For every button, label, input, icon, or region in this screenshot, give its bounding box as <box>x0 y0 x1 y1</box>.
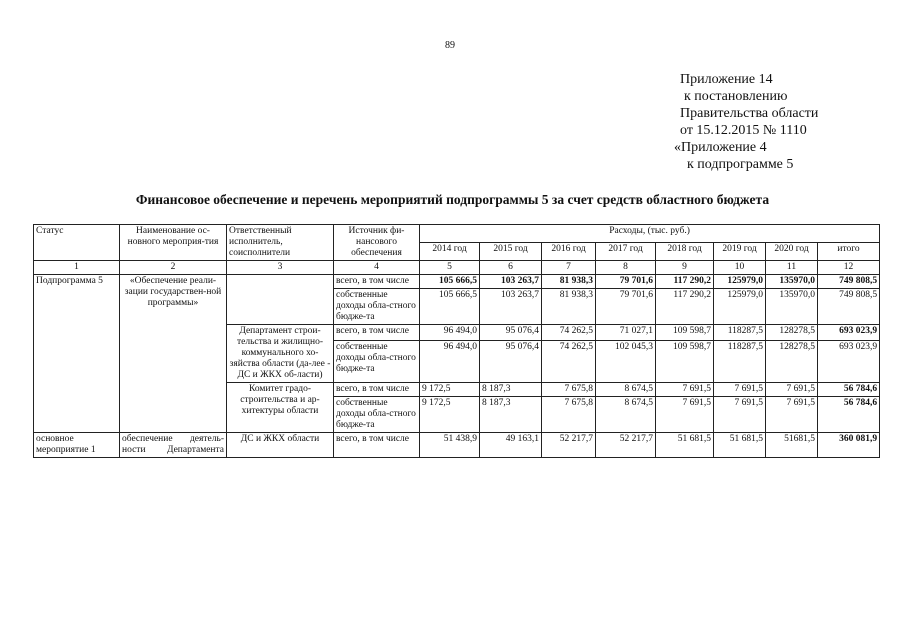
row-total: 693 023,9 <box>818 341 880 383</box>
row-value: 51 681,5 <box>656 433 714 458</box>
row-value: 135970,0 <box>766 275 818 289</box>
row-value: 79 701,6 <box>596 275 656 289</box>
row-value: 49 163,1 <box>480 433 542 458</box>
appendix-line: от 15.12.2015 № 1110 <box>680 123 807 138</box>
appendix-line: Приложение 14 <box>680 72 773 87</box>
row-value: 79 701,6 <box>596 289 656 325</box>
row-value: 7 691,5 <box>714 397 766 433</box>
row-value: 7 691,5 <box>714 383 766 397</box>
row-value: 118287,5 <box>714 325 766 341</box>
header-year: 2014 год <box>420 243 480 261</box>
row-name <box>120 433 227 458</box>
row-name-word: обеспечение <box>122 434 173 444</box>
row-total: 56 784,6 <box>818 383 880 397</box>
row-value: 8 674,5 <box>596 397 656 433</box>
header-year: 2019 год <box>714 243 766 261</box>
row-value: 52 217,7 <box>596 433 656 458</box>
header-expenses: Расходы, (тыс. руб.) <box>420 225 880 243</box>
row-source: всего, в том числе <box>334 433 420 458</box>
row-responsible: ДС и ЖКХ области <box>227 433 334 458</box>
row-value: 52 217,7 <box>542 433 596 458</box>
row-value: 7 691,5 <box>656 397 714 433</box>
row-source: всего, в том числе <box>334 383 420 397</box>
column-number: 9 <box>656 261 714 275</box>
header-total: итого <box>818 243 880 261</box>
row-value: 95 076,4 <box>480 325 542 341</box>
table-row <box>34 433 880 458</box>
column-number: 11 <box>766 261 818 275</box>
row-value: 7 675,8 <box>542 397 596 433</box>
row-value: 125979,0 <box>714 289 766 325</box>
row-value: 51 681,5 <box>714 433 766 458</box>
column-number: 10 <box>714 261 766 275</box>
column-numbers-row <box>34 261 880 275</box>
column-number: 7 <box>542 261 596 275</box>
row-value: 7 675,8 <box>542 383 596 397</box>
row-value: 96 494,0 <box>420 325 480 341</box>
document-title: Финансовое обеспечение и перечень мероприятий подпрограммы 5 за счет средств областного бюджета <box>135 192 770 207</box>
header-year: 2017 год <box>596 243 656 261</box>
row-value: 81 938,3 <box>542 275 596 289</box>
row-status: Подпрограмма 5 <box>34 275 120 433</box>
column-number: 6 <box>480 261 542 275</box>
row-value: 109 598,7 <box>656 341 714 383</box>
row-value: 7 691,5 <box>766 397 818 433</box>
row-value: 109 598,7 <box>656 325 714 341</box>
row-value: 125979,0 <box>714 275 766 289</box>
row-value: 74 262,5 <box>542 325 596 341</box>
header-source: Источник фи-нансового обеспечения <box>334 225 420 261</box>
row-total: 56 784,6 <box>818 397 880 433</box>
row-value: 103 263,7 <box>480 275 542 289</box>
row-value: 7 691,5 <box>656 383 714 397</box>
appendix-block <box>674 71 819 173</box>
header-name: Наименование ос-новного мероприя-тия <box>120 225 227 261</box>
row-responsible: Комитет градо-строительства и ар-хитектуры области <box>227 383 334 433</box>
row-total: 749 808,5 <box>818 275 880 289</box>
row-value: 71 027,1 <box>596 325 656 341</box>
row-value: 8 187,3 <box>480 383 542 397</box>
appendix-line: Правительства области <box>680 106 819 121</box>
row-value: 117 290,2 <box>656 289 714 325</box>
row-value: 96 494,0 <box>420 341 480 383</box>
row-value: 51 438,9 <box>420 433 480 458</box>
header-year: 2020 год <box>766 243 818 261</box>
row-value: 135970,0 <box>766 289 818 325</box>
table-row <box>34 275 880 289</box>
row-value: 51681,5 <box>766 433 818 458</box>
row-source: всего, в том числе <box>334 325 420 341</box>
header-responsible: Ответственный исполнитель, соисполнители <box>227 225 334 261</box>
row-name-word: деятель- <box>189 434 224 444</box>
appendix-line: «Приложение 4 <box>674 140 767 155</box>
row-value: 105 666,5 <box>420 275 480 289</box>
header-year: 2018 год <box>656 243 714 261</box>
row-value: 95 076,4 <box>480 341 542 383</box>
row-source: собственные доходы обла-стного бюдже-та <box>334 397 420 433</box>
header-year: 2016 год <box>542 243 596 261</box>
column-number: 5 <box>420 261 480 275</box>
header-row <box>34 225 880 243</box>
row-value: 128278,5 <box>766 341 818 383</box>
row-value: 9 172,5 <box>420 383 480 397</box>
appendix-line: к постановлению <box>684 89 788 104</box>
column-number: 8 <box>596 261 656 275</box>
row-name-line <box>122 434 224 445</box>
column-number: 12 <box>818 261 880 275</box>
row-source: всего, в том числе <box>334 275 420 289</box>
column-number: 1 <box>34 261 120 275</box>
appendix-line: к подпрограмме 5 <box>687 157 794 172</box>
row-value: 8 187,3 <box>480 397 542 433</box>
row-responsible <box>227 275 334 325</box>
row-value: 105 666,5 <box>420 289 480 325</box>
row-responsible: Департамент строи-тельства и жилищно-коммунального хо-зяйства области (да-лее - ДС и ЖКХ об-ласти) <box>227 325 334 383</box>
row-value: 8 674,5 <box>596 383 656 397</box>
row-name-word: Департамента <box>166 445 224 455</box>
row-value: 103 263,7 <box>480 289 542 325</box>
row-value: 128278,5 <box>766 325 818 341</box>
financing-table <box>33 224 880 458</box>
column-number: 4 <box>334 261 420 275</box>
row-value: 9 172,5 <box>420 397 480 433</box>
row-name: «Обеспечение реали-зации государствен-ной программы» <box>120 275 227 433</box>
row-value: 81 938,3 <box>542 289 596 325</box>
row-status: основное мероприятие 1 <box>34 433 120 458</box>
row-total: 360 081,9 <box>818 433 880 458</box>
row-value: 117 290,2 <box>656 275 714 289</box>
row-name-word: ности <box>122 445 146 455</box>
column-number: 3 <box>227 261 334 275</box>
row-total: 749 808,5 <box>818 289 880 325</box>
row-source: собственные доходы обла-стного бюдже-та <box>334 341 420 383</box>
column-number: 2 <box>120 261 227 275</box>
row-value: 118287,5 <box>714 341 766 383</box>
row-total: 693 023,9 <box>818 325 880 341</box>
row-name-line <box>122 445 224 456</box>
row-value: 74 262,5 <box>542 341 596 383</box>
header-year: 2015 год <box>480 243 542 261</box>
header-status: Статус <box>34 225 120 261</box>
row-value: 102 045,3 <box>596 341 656 383</box>
row-source: собственные доходы обла-стного бюдже-та <box>334 289 420 325</box>
page-number: 89 <box>445 40 455 51</box>
row-value: 7 691,5 <box>766 383 818 397</box>
